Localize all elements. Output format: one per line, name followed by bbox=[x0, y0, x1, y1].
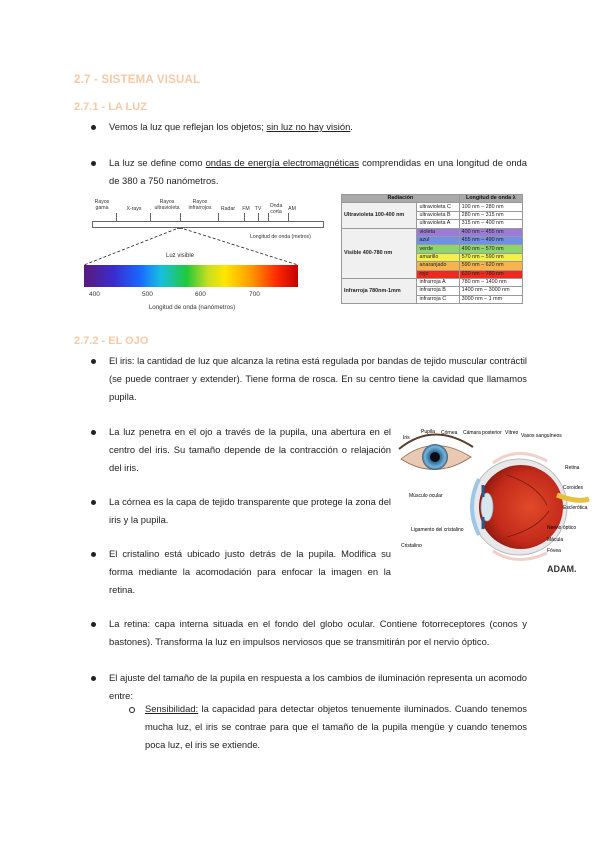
table-header: Radiación bbox=[342, 195, 460, 203]
radiation-wavelength: 620 nm – 780 nm bbox=[459, 270, 522, 278]
radiation-wavelength: 490 nm – 570 nm bbox=[459, 245, 522, 253]
table-row bbox=[342, 203, 523, 211]
eye-label-cornea: Córnea bbox=[441, 430, 458, 436]
radiation-name: rojo bbox=[417, 270, 459, 278]
section-title: 2.7 - SISTEMA VISUAL bbox=[74, 74, 201, 86]
radiation-name: infrarroja A bbox=[417, 278, 459, 286]
radiation-wavelength: 780 nm – 1400 nm bbox=[459, 278, 522, 286]
nm-tick: 600 bbox=[195, 291, 206, 298]
radiation-name: ultravioleta C bbox=[417, 203, 459, 211]
radiation-wavelength: 455 nm – 490 nm bbox=[459, 236, 522, 244]
electromagnetic-spectrum-figure bbox=[82, 193, 334, 323]
table-row bbox=[342, 228, 523, 236]
radiation-group: Ultravioleta 100-400 nm bbox=[342, 203, 417, 228]
bullet-dot bbox=[91, 161, 96, 166]
bullet-luz-definicion: La luz se define como ondas de energía electromagnéticas comprendidas en una longitud de onda de 380 a 750 nanómetros. bbox=[109, 157, 527, 186]
spectrum-band bbox=[92, 221, 324, 228]
eye-label-pupila: Pupila bbox=[421, 429, 435, 435]
eye-label-vasos: Vasos sanguíneos bbox=[521, 433, 562, 439]
sub-bullet-sensibilidad: Sensibilidad: la capacidad para detectar objetos tenuemente iluminados. Cuando tenemos mucha luz, el iris se contrae para que el tamaño de la pupila mengüe y cuando tenemos poca luz, el iris se extiende. bbox=[145, 703, 527, 750]
eye-label-iris: Iris bbox=[403, 435, 410, 441]
eye-label-musculo: Músculo ocular bbox=[409, 493, 443, 499]
radiation-wavelength: 100 nm – 280 nm bbox=[459, 203, 522, 211]
eye-label-coroides: Coroides bbox=[563, 485, 584, 491]
band-label: Onda corta bbox=[269, 203, 283, 215]
radiation-name: ultravioleta B bbox=[417, 211, 459, 219]
bullet-dot bbox=[91, 500, 96, 505]
lens-shape bbox=[481, 493, 493, 521]
radiation-name: ultravioleta A bbox=[417, 220, 459, 228]
bullet-cristalino: El cristalino está ubicado justo detrás de la pupila. Modifica su forma mediante la acomodación para enfocar la imagen en la retina. bbox=[109, 548, 391, 595]
band-tick bbox=[288, 213, 289, 221]
radiation-wavelength: 400 nm – 455 nm bbox=[459, 228, 522, 236]
bullet-cornea: La córnea es la capa de tejido transparente que protege la zona del iris y la pupila. bbox=[109, 496, 391, 525]
band-label: Radar bbox=[220, 206, 236, 212]
wavelength-meters-label: Longitud de onda (metros) bbox=[250, 234, 311, 240]
eye-anatomy-figure bbox=[397, 425, 593, 575]
nm-tick: 400 bbox=[89, 291, 100, 298]
eye-label-macula: Mácula bbox=[547, 537, 564, 543]
iris-photo bbox=[422, 444, 448, 470]
bullet-dot bbox=[91, 676, 96, 681]
band-tick bbox=[268, 213, 269, 221]
adam-logo: ADAM. bbox=[547, 564, 577, 574]
band-label: Rayos infrarrojos bbox=[188, 199, 212, 211]
band-tick bbox=[218, 213, 219, 221]
subsection-title-ojo: 2.7.2 - EL OJO bbox=[74, 335, 149, 347]
eye-label-vitreo: Vítreo bbox=[505, 430, 519, 436]
band-label: Rayos gama bbox=[94, 199, 110, 211]
radiation-group: Visible 400-780 nm bbox=[342, 228, 417, 278]
bullet-ajuste-pupila: El ajuste del tamaño de la pupila en respuesta a los cambios de iluminación representa un acomodo entre: bbox=[109, 672, 527, 701]
bullet-iris: El iris: la cantidad de luz que alcanza la retina está regulada por bandas de tejido muscular contráctil (se puede contraer y extender). Tiene forma de rosca. En su centro tiene la cavidad que llamamos pupila. bbox=[109, 355, 527, 402]
radiation-name: verde bbox=[417, 245, 459, 253]
bullet-dot bbox=[91, 430, 96, 435]
radiation-name: violeta bbox=[417, 228, 459, 236]
visible-light-label: Luz visible bbox=[165, 253, 194, 259]
eye-label-ligamento: Ligamento del cristalino bbox=[411, 527, 464, 533]
band-label: FM bbox=[242, 206, 250, 212]
eye-label-retina: Retina bbox=[565, 465, 580, 471]
bullet-dot bbox=[91, 622, 96, 627]
radiation-wavelength: 590 nm – 620 nm bbox=[459, 262, 522, 270]
radiation-wavelength: 570 nm – 590 nm bbox=[459, 253, 522, 261]
band-label: AM bbox=[288, 206, 296, 212]
radiation-wavelength: 3000 nm – 1 mm bbox=[459, 295, 522, 303]
radiation-name: azul bbox=[417, 236, 459, 244]
band-tick bbox=[150, 213, 151, 221]
eye-label-camara: Cámara posterior bbox=[463, 430, 502, 436]
table-row bbox=[342, 278, 523, 286]
subsection-title-luz: 2.7.1 - LA LUZ bbox=[74, 101, 147, 113]
band-label: X-rays bbox=[126, 206, 142, 212]
radiation-wavelength-table bbox=[341, 194, 523, 304]
nm-axis-label: Longitud de onda (nanómetros) bbox=[148, 304, 236, 311]
radiation-name: anaranjado bbox=[417, 262, 459, 270]
nm-tick: 500 bbox=[142, 291, 153, 298]
visible-spectrum-gradient bbox=[84, 265, 298, 287]
band-tick bbox=[116, 213, 117, 221]
eye-label-esclerotica: Esclerótica bbox=[563, 505, 588, 511]
band-label: TV bbox=[254, 206, 262, 212]
radiation-wavelength: 280 nm – 315 nm bbox=[459, 211, 522, 219]
bullet-retina: La retina: capa interna situada en el fondo del globo ocular. Contiene fotorreceptores (conos y bastones). Transforma la luz en impulsos nerviosos que se transmitirán por el nervio óptico. bbox=[109, 618, 527, 647]
eye-label-fovea: Fóvea bbox=[547, 548, 561, 554]
radiation-group: Infrarroja 780nm-1mm bbox=[342, 278, 417, 303]
radiation-name: infrarroja B bbox=[417, 287, 459, 295]
band-tick bbox=[180, 213, 181, 221]
bullet-pupila: La luz penetra en el ojo a través de la pupila, una abertura en el centro del iris. Su tamaño depende de la contracción o relajación del iris. bbox=[109, 426, 391, 473]
radiation-name: infrarroja C bbox=[417, 295, 459, 303]
bullet-dot bbox=[91, 125, 96, 130]
eye-label-nervio: Nervio óptico bbox=[547, 525, 577, 531]
bullet-luz-vision: Vemos la luz que reflejan los objetos; sin luz no hay visión. bbox=[109, 121, 353, 132]
radiation-name: amarillo bbox=[417, 253, 459, 261]
radiation-wavelength: 315 nm – 400 nm bbox=[459, 220, 522, 228]
band-tick bbox=[244, 213, 245, 221]
nm-tick: 700 bbox=[249, 291, 260, 298]
bullet-dot bbox=[91, 359, 96, 364]
table-header: Longitud de onda λ bbox=[459, 195, 522, 203]
band-tick bbox=[258, 213, 259, 221]
eye-label-cristalino: Cristalino bbox=[401, 543, 422, 549]
radiation-wavelength: 1400 nm – 3000 nm bbox=[459, 287, 522, 295]
sub-bullet-circle bbox=[129, 707, 135, 713]
band-label: Rayos ultravioleta bbox=[154, 199, 180, 211]
bullet-dot bbox=[91, 552, 96, 557]
